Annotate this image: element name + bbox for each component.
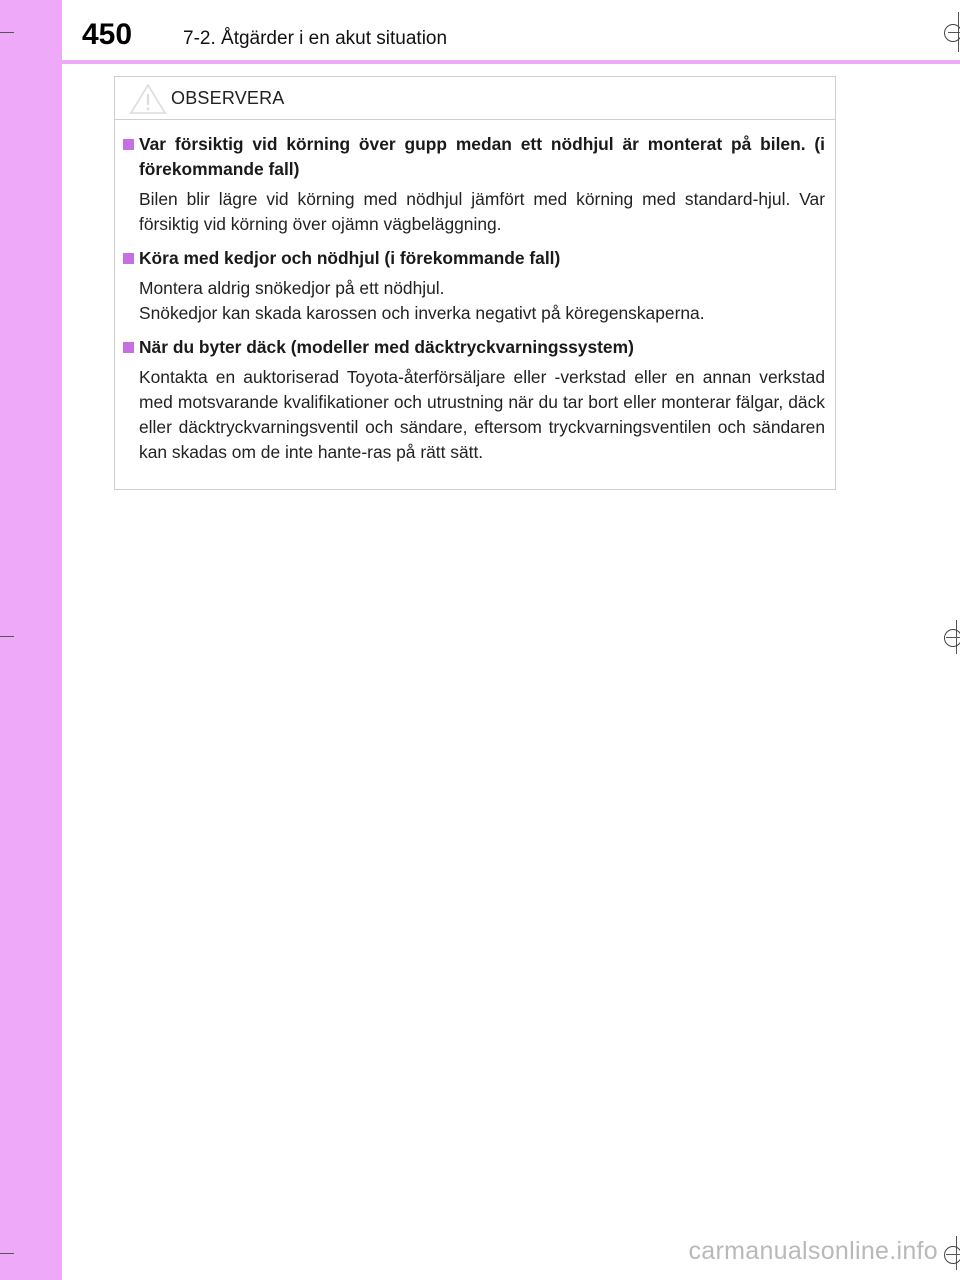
- item-body: Kontakta en auktoriserad Toyota-återförsäljare eller -verkstad eller en annan verkstad med motsvarande kvalifikationer och utrustning när du tar bort eller monterar fälgar, däck eller däcktryckvarningsventil och sändare, eftersom tryckvarningsventilen och sändaren kan skadas om de inte hante-ras på rätt sätt.: [139, 367, 825, 462]
- caution-item: [125, 246, 825, 326]
- square-bullet-icon: [123, 139, 134, 150]
- item-body: Montera aldrig snökedjor på ett nödhjul. Snökedjor kan skada karossen och inverka negativt på köregenskaperna.: [139, 278, 705, 323]
- registration-mark-icon: [944, 629, 960, 647]
- registration-mark-icon: [944, 24, 960, 42]
- caution-item: [125, 335, 825, 465]
- header-rule: [62, 60, 960, 64]
- caution-header: [115, 77, 835, 120]
- item-heading: [125, 132, 825, 182]
- caution-items: [125, 132, 825, 474]
- warning-triangle-icon: [129, 83, 167, 115]
- crop-mark: [0, 32, 14, 33]
- crop-mark: [0, 1253, 14, 1254]
- item-heading: [125, 335, 825, 360]
- square-bullet-icon: [123, 253, 134, 264]
- watermark: carmanualsonline.info: [688, 1237, 938, 1265]
- item-heading: [125, 246, 825, 271]
- item-heading-text: Köra med kedjor och nödhjul (i förekommande fall): [139, 248, 561, 268]
- crop-mark: [0, 636, 14, 637]
- caution-box: [114, 76, 836, 490]
- section-title: 7-2. Åtgärder i en akut situation: [183, 28, 448, 49]
- caution-item: [125, 132, 825, 237]
- item-body: Bilen blir lägre vid körning med nödhjul jämfört med körning med standard-hjul. Var försiktig vid körning över ojämn vägbeläggning.: [139, 189, 825, 234]
- page-number: 450: [82, 18, 133, 51]
- square-bullet-icon: [123, 342, 134, 353]
- registration-mark-icon: [944, 1246, 960, 1264]
- item-heading-text: När du byter däck (modeller med däcktryckvarningssystem): [139, 337, 634, 357]
- caution-label: OBSERVERA: [171, 88, 285, 108]
- chapter-side-tab: [0, 0, 62, 1280]
- item-heading-text: Var försiktig vid körning över gupp medan ett nödhjul är monterat på bilen. (i förekommande fall): [139, 134, 825, 179]
